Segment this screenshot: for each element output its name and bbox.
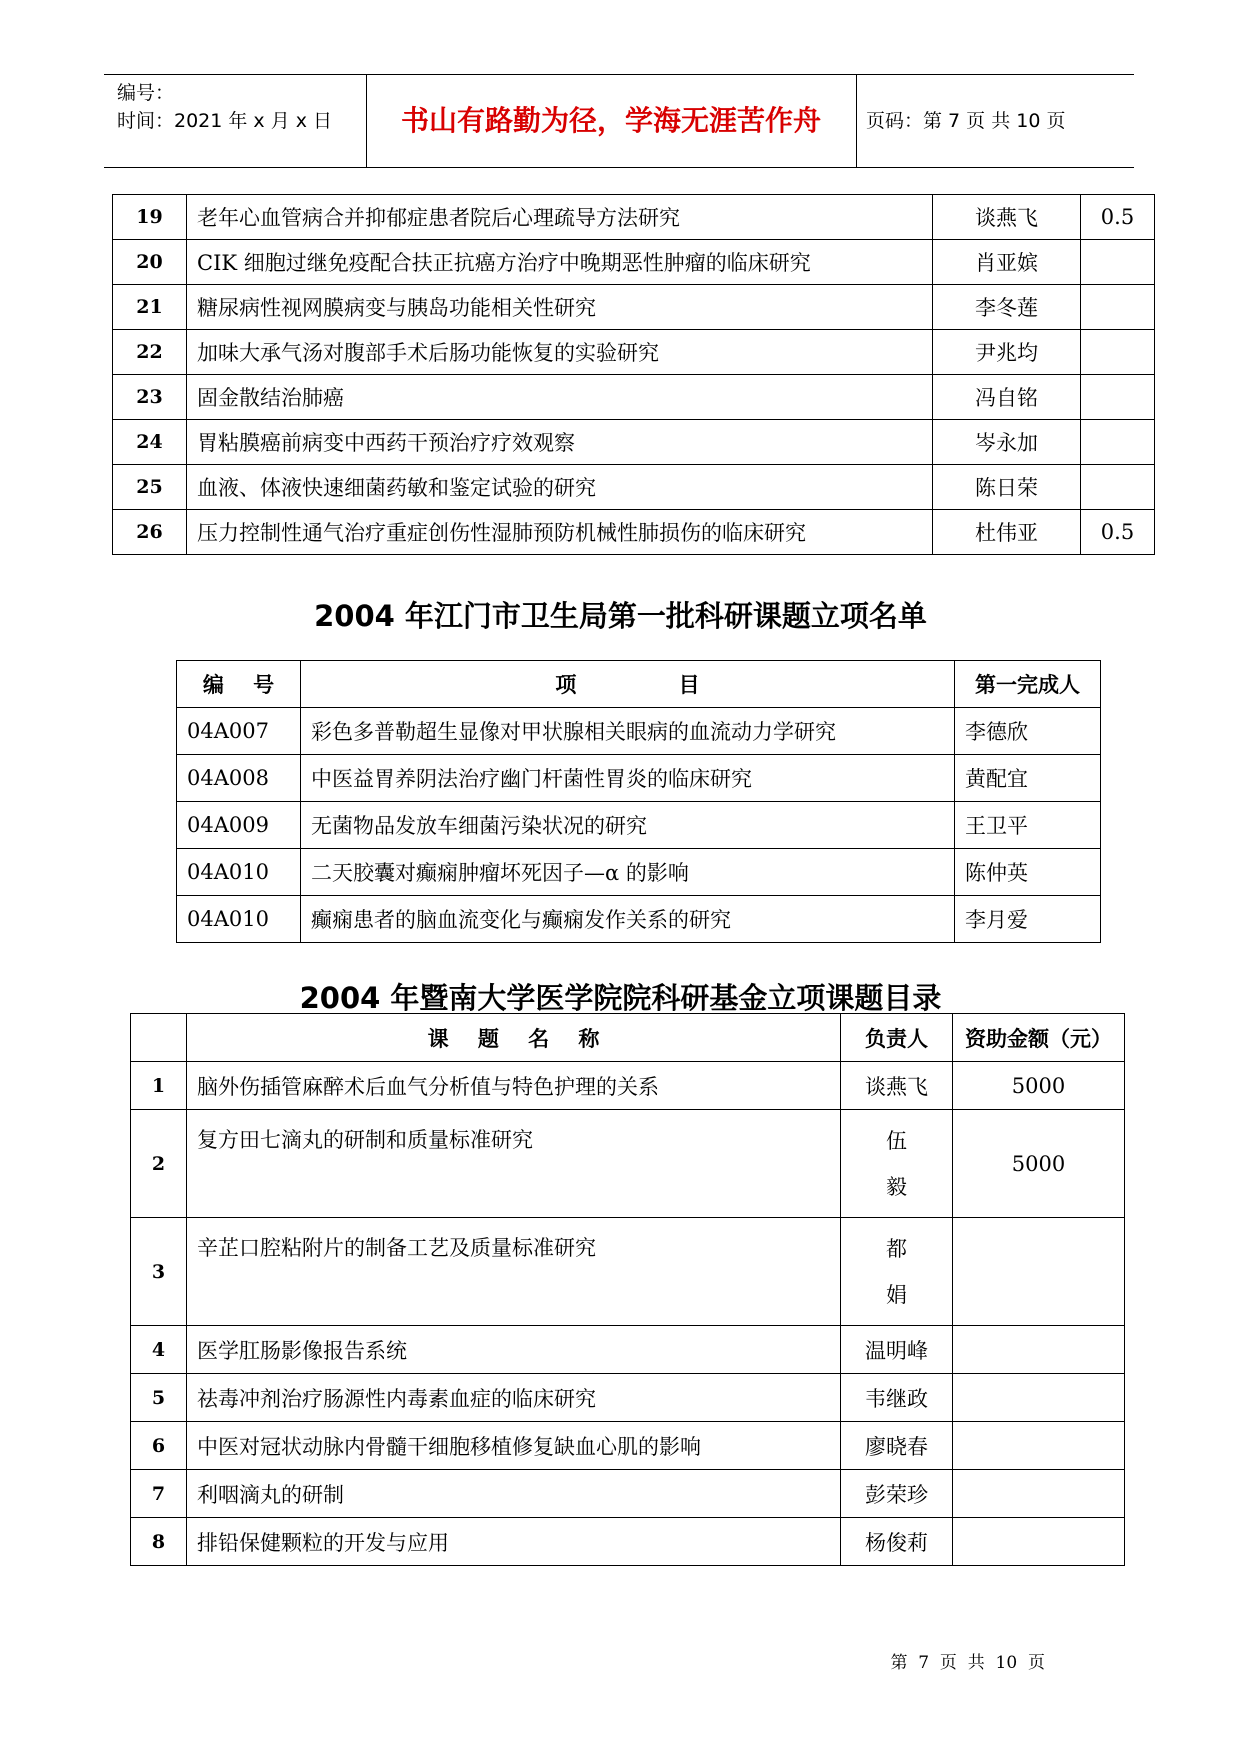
project-extra [1081,285,1155,330]
row-number: 4 [131,1326,187,1374]
row-number: 1 [131,1062,187,1110]
project-person: 陈日荣 [933,465,1081,510]
page-header [104,74,1134,168]
page-footer: 第 7 页 共 10 页 [890,1653,1045,1673]
doc-number-label: 编号： [117,82,175,104]
project-title: 中医益胃养阴法治疗幽门杆菌性胃炎的临床研究 [301,755,955,802]
header-motto: 书山有路勤为径，学海无涯苦作舟 [400,104,821,137]
project-code: 04A010 [177,849,301,896]
project-title: 糖尿病性视网膜病变与胰岛功能相关性研究 [187,285,933,330]
row-number: 7 [131,1470,187,1518]
jiangmen-project-table [176,660,1101,943]
table-row [131,1374,1125,1422]
header-amount: 资助金额（元） [953,1014,1125,1062]
row-number: 26 [113,510,187,555]
person-char: 毅 [886,1174,907,1199]
project-title: 胃粘膜癌前病变中西药干预治疗疗效观察 [187,420,933,465]
project-person: 岑永加 [933,420,1081,465]
project-title: 利咽滴丸的研制 [187,1470,841,1518]
table-row [113,420,1155,465]
project-person: 彭荣珍 [841,1470,953,1518]
project-extra [1081,465,1155,510]
table-row [131,1062,1125,1110]
project-extra [1081,240,1155,285]
row-number: 25 [113,465,187,510]
section-title: 2004 年暨南大学医学院院科研基金立项课题目录 [299,981,942,1015]
row-number: 6 [131,1422,187,1470]
project-title: 彩色多普勒超生显像对甲状腺相关眼病的血流动力学研究 [301,708,955,755]
doc-time: 时间：2021 年 x 月 x 日 [117,110,333,132]
project-title: 辛芷口腔粘附片的制备工艺及质量标准研究 [187,1218,841,1326]
project-person: 李冬莲 [933,285,1081,330]
project-person: 杜伟亚 [933,510,1081,555]
table-row [131,1110,1125,1218]
row-number: 3 [131,1218,187,1326]
project-person [841,1110,953,1218]
project-extra: 0.5 [1081,510,1155,555]
table-row [113,195,1155,240]
project-person: 陈仲英 [955,849,1101,896]
project-person: 谈燕飞 [933,195,1081,240]
project-amount [953,1518,1125,1566]
header-meta [117,79,357,135]
header-person: 第一完成人 [955,661,1101,708]
project-title: 固金散结治肺癌 [187,375,933,420]
jinan-fund-table [130,1013,1125,1566]
project-person: 韦继政 [841,1374,953,1422]
table-row [113,510,1155,555]
project-code: 04A007 [177,708,301,755]
table-row [131,1326,1125,1374]
row-number: 20 [113,240,187,285]
project-extra [1081,420,1155,465]
project-person [841,1218,953,1326]
project-person: 李月爱 [955,896,1101,943]
project-code: 04A010 [177,896,301,943]
table-row [177,849,1101,896]
table-row [113,285,1155,330]
project-title: 癫痫患者的脑血流变化与癫痫发作关系的研究 [301,896,955,943]
project-title: CIK 细胞过继免疫配合扶正抗癌方治疗中晚期恶性肿瘤的临床研究 [187,240,933,285]
project-extra [1081,330,1155,375]
project-person: 谈燕飞 [841,1062,953,1110]
project-title: 复方田七滴丸的研制和质量标准研究 [187,1110,841,1218]
project-table-continued [112,194,1155,555]
project-title: 无菌物品发放车细菌污染状况的研究 [301,802,955,849]
project-person: 杨俊莉 [841,1518,953,1566]
project-amount [953,1470,1125,1518]
project-title: 祛毒冲剂治疗肠源性内毒素血症的临床研究 [187,1374,841,1422]
table-header [177,661,1101,708]
project-title: 加味大承气汤对腹部手术后肠功能恢复的实验研究 [187,330,933,375]
person-char: 伍 [886,1128,907,1153]
project-code: 04A009 [177,802,301,849]
project-amount: 5000 [953,1110,1125,1218]
project-code: 04A008 [177,755,301,802]
header-project: 项 目 [301,661,955,708]
section-title: 2004 年江门市卫生局第一批科研课题立项名单 [314,599,927,633]
project-amount [953,1326,1125,1374]
project-person: 李德欣 [955,708,1101,755]
project-person: 温明峰 [841,1326,953,1374]
project-amount: 5000 [953,1062,1125,1110]
project-title: 脑外伤插管麻醉术后血气分析值与特色护理的关系 [187,1062,841,1110]
person-char: 都 [886,1236,907,1261]
project-amount [953,1374,1125,1422]
person-char: 娟 [886,1282,907,1307]
project-title: 二天胶囊对癫痫肿瘤坏死因子—α 的影响 [301,849,955,896]
project-extra: 0.5 [1081,195,1155,240]
header-page-code: 页码：第 7 页 共 10 页 [866,110,1066,132]
row-number: 5 [131,1374,187,1422]
row-number: 22 [113,330,187,375]
table-row [177,755,1101,802]
project-person: 冯自铭 [933,375,1081,420]
header-code: 编 号 [177,661,301,708]
table-row [113,240,1155,285]
table-row [113,465,1155,510]
table-row [113,330,1155,375]
table-row [177,708,1101,755]
project-title: 医学肛肠影像报告系统 [187,1326,841,1374]
project-person: 王卫平 [955,802,1101,849]
project-title: 血液、体液快速细菌药敏和鉴定试验的研究 [187,465,933,510]
table-row [131,1422,1125,1470]
project-title: 压力控制性通气治疗重症创伤性湿肺预防机械性肺损伤的临床研究 [187,510,933,555]
project-title: 老年心血管病合并抑郁症患者院后心理疏导方法研究 [187,195,933,240]
row-number: 2 [131,1110,187,1218]
table-row [131,1470,1125,1518]
header-person: 负责人 [841,1014,953,1062]
row-number: 21 [113,285,187,330]
table-row [177,802,1101,849]
project-amount [953,1422,1125,1470]
project-person: 尹兆均 [933,330,1081,375]
row-number: 8 [131,1518,187,1566]
project-person: 肖亚嫔 [933,240,1081,285]
project-amount [953,1218,1125,1326]
project-title: 中医对冠状动脉内骨髓干细胞移植修复缺血心肌的影响 [187,1422,841,1470]
table-header [131,1014,1125,1062]
table-row [177,896,1101,943]
header-project: 课 题 名 称 [187,1014,841,1062]
row-number: 19 [113,195,187,240]
header-no [131,1014,187,1062]
project-extra [1081,375,1155,420]
table-row [113,375,1155,420]
header-divider [856,75,857,167]
row-number: 23 [113,375,187,420]
row-number: 24 [113,420,187,465]
table-row [131,1518,1125,1566]
project-person: 廖晓春 [841,1422,953,1470]
project-person: 黄配宜 [955,755,1101,802]
table-row [131,1218,1125,1326]
project-title: 排铅保健颗粒的开发与应用 [187,1518,841,1566]
